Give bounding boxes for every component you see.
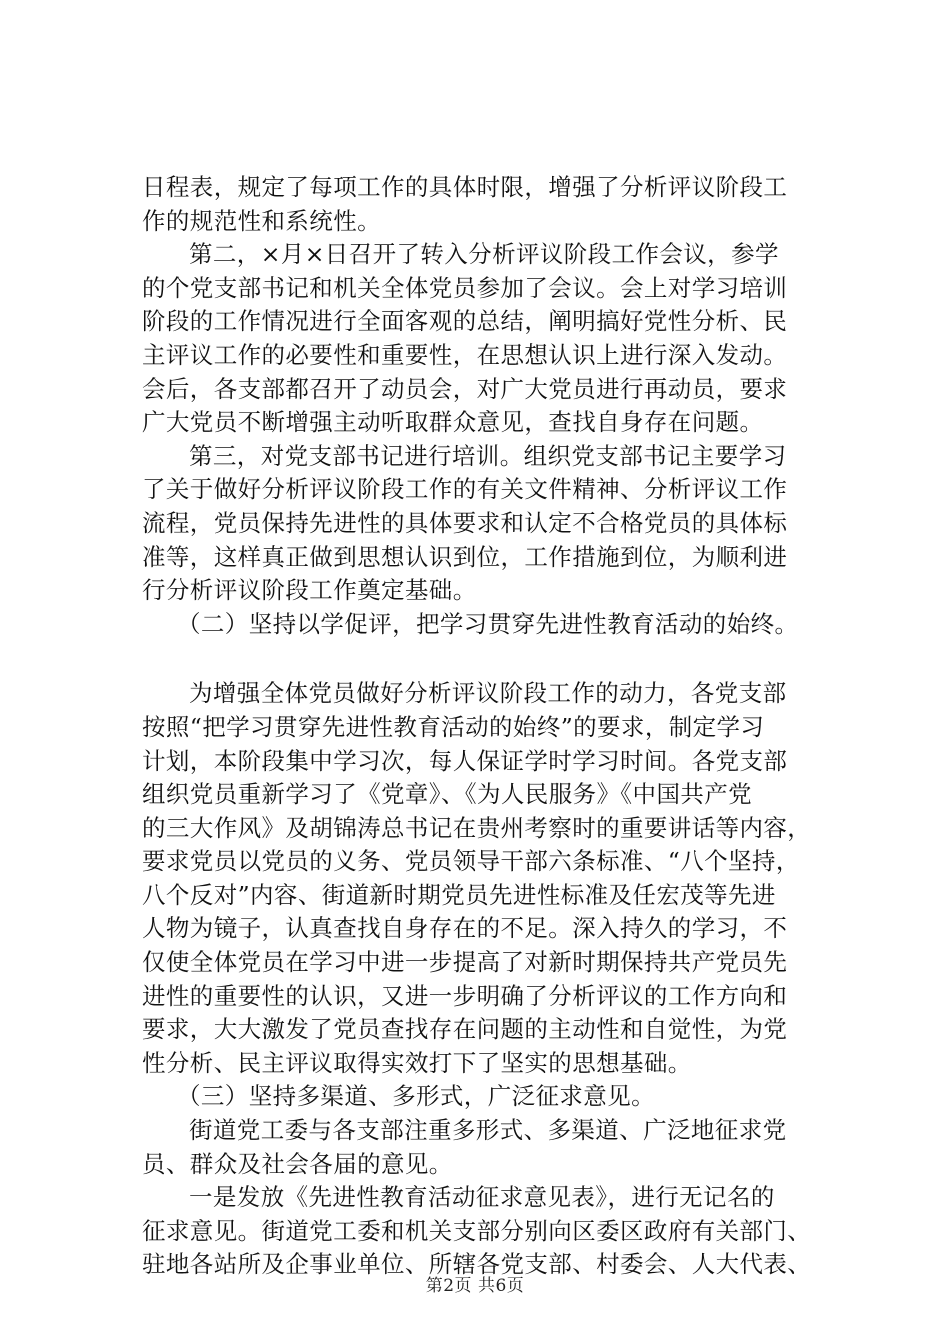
text-line: 组织党员重新学习了《党章》、《为人民服务》《中国共产党 <box>142 780 753 809</box>
paragraph-first-line: 第二，×月×日召开了转入分析评议阶段工作会议，参学 <box>189 240 779 269</box>
text-line: 性分析、民主评议取得实效打下了坚实的思想基础。 <box>142 1048 692 1077</box>
text-line: 主评议工作的必要性和重要性，在思想认识上进行深入发动。 <box>142 340 788 369</box>
section-heading: （二）坚持以学促评，把学习贯穿先进性教育活动的始终。 <box>177 609 799 638</box>
text-line: 按照“把学习贯穿先进性教育活动的始终”的要求，制定学习 <box>142 712 765 741</box>
section-heading: （三）坚持多渠道、多形式，广泛征求意见。 <box>177 1082 655 1111</box>
text-line: 员、群众及社会各届的意见。 <box>142 1149 453 1178</box>
text-line: 仅使全体党员在学习中进一步提高了对新时期保持共产党员先 <box>142 948 788 977</box>
text-line: 了关于做好分析评议阶段工作的有关文件精神、分析评议工作 <box>142 475 788 504</box>
text-line: 八个反对”内容、街道新时期党员先进性标准及任宏茂等先进 <box>142 880 776 909</box>
paragraph-first-line: 第三，对党支部书记进行培训。组织党支部书记主要学习 <box>189 441 787 470</box>
text-line: 驻地各站所及企事业单位、所辖各党支部、村委会、人大代表、 <box>142 1250 812 1279</box>
text-line: 计划，本阶段集中学习次，每人保证学时学习时间。各党支部 <box>142 746 788 775</box>
text-line: 行分析评议阶段工作奠定基础。 <box>142 576 477 605</box>
text-line: 要求，大大激发了党员查找存在问题的主动性和自觉性，为党 <box>142 1015 788 1044</box>
paragraph-first-line: 为增强全体党员做好分析评议阶段工作的动力，各党支部 <box>189 679 787 708</box>
text-line: 要求党员以党员的义务、党员领导干部六条标准、“八个坚持， <box>142 847 800 876</box>
text-line: 广大党员不断增强主动听取群众意见，查找自身存在问题。 <box>142 408 764 437</box>
text-line: 准等，这样真正做到思想认识到位，工作措施到位，为顺利进 <box>142 542 788 571</box>
text-line: 作的规范性和系统性。 <box>142 206 381 235</box>
text-line: 阶段的工作情况进行全面客观的总结，阐明搞好党性分析、民 <box>142 307 788 336</box>
text-line: 的三大作风》及胡锦涛总书记在贵州考察时的重要讲话等内容， <box>142 813 812 842</box>
page-number-footer: 第2页 共6页 <box>425 1276 525 1296</box>
text-line: 进性的重要性的认识，又进一步明确了分析评议的工作方向和 <box>142 981 788 1010</box>
paragraph-first-line: 一是发放《先进性教育活动征求意见表》，进行无记名的 <box>189 1183 775 1212</box>
text-line: 人物为镜子，认真查找自身存在的不足。深入持久的学习，不 <box>142 914 788 943</box>
text-line: 流程，党员保持先进性的具体要求和认定不合格党员的具体标 <box>142 508 788 537</box>
body-text <box>142 171 842 1282</box>
blank-line <box>142 641 842 677</box>
text-line: 日程表，规定了每项工作的具体时限，增强了分析评议阶段工 <box>142 173 788 201</box>
text-line: 会后，各支部都召开了动员会，对广大党员进行再动员，要求 <box>142 374 788 403</box>
text-line: 的个党支部书记和机关全体党员参加了会议。会上对学习培训 <box>142 273 788 302</box>
paragraph-first-line: 街道党工委与各支部注重多形式、多渠道、广泛地征求党 <box>189 1116 787 1145</box>
text-line: 征求意见。街道党工委和机关支部分别向区委区政府有关部门、 <box>142 1216 812 1245</box>
